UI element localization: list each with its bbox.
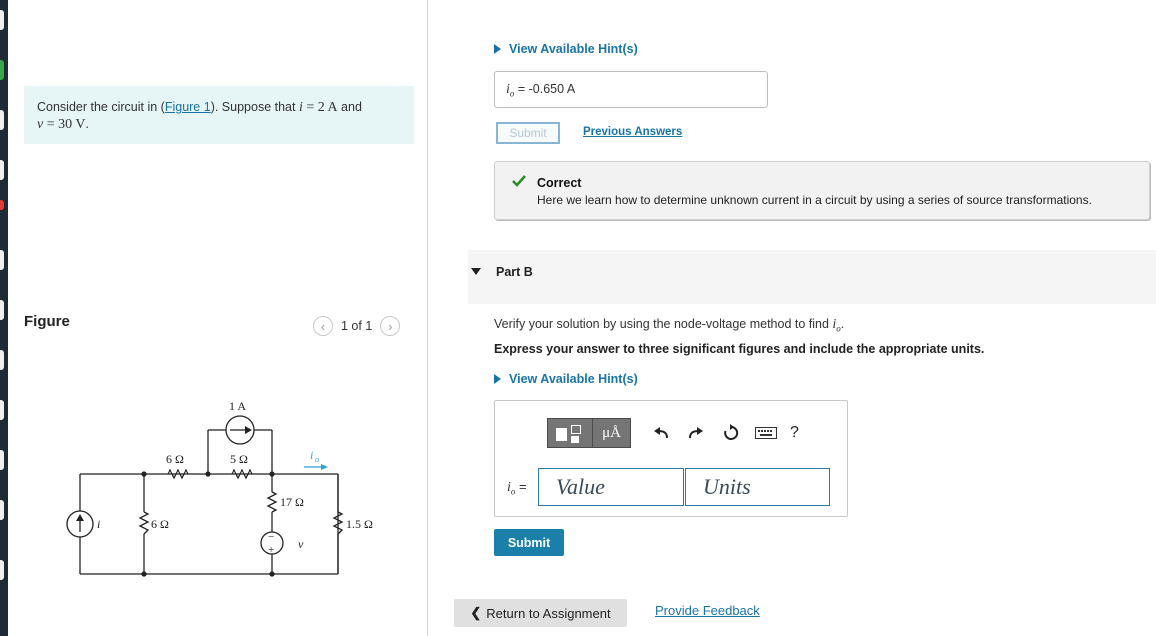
label-v-source: v xyxy=(298,537,304,551)
reset-icon[interactable] xyxy=(719,421,743,445)
label-r17: 17 Ω xyxy=(280,495,304,509)
chevron-right-icon[interactable]: › xyxy=(380,316,400,336)
io-label: $i_o$ = xyxy=(507,479,527,497)
help-button[interactable]: ? xyxy=(790,424,799,441)
label-r1-5: 1.5 Ω xyxy=(346,517,373,531)
label-r6-top: 6 Ω xyxy=(166,452,184,466)
undo-icon[interactable] xyxy=(649,421,673,445)
figure-link[interactable]: Figure 1 xyxy=(164,100,211,114)
feedback-box xyxy=(494,161,1150,220)
circuit-diagram xyxy=(66,392,373,592)
units-button[interactable]: μÅ xyxy=(593,418,631,448)
caret-right-icon xyxy=(494,374,501,384)
window-edge-strip xyxy=(0,0,8,636)
units-input[interactable]: Units xyxy=(685,468,830,506)
figure-title: Figure xyxy=(24,313,70,330)
right-panel xyxy=(430,0,1156,636)
value-input[interactable]: Value xyxy=(538,468,684,506)
view-hints-link-part-b[interactable]: View Available Hint(s) xyxy=(494,372,638,386)
label-r5: 5 Ω xyxy=(230,452,248,466)
caret-down-icon xyxy=(471,268,481,275)
part-a-submit-button[interactable]: Submit xyxy=(496,122,560,144)
part-a-answer-box: $i_o = -0.650$ A xyxy=(494,71,768,108)
editor-toolbar xyxy=(547,418,799,448)
redo-icon[interactable] xyxy=(684,421,708,445)
problem-statement xyxy=(24,86,414,144)
return-to-assignment-button[interactable]: ❮ Return to Assignment xyxy=(454,599,627,627)
provide-feedback-link[interactable]: Provide Feedback xyxy=(655,603,760,618)
answer-editor xyxy=(494,400,848,517)
label-r6-left: 6 Ω xyxy=(151,517,169,531)
part-b-express-note: Express your answer to three significant figures and include the appropriate units. xyxy=(494,342,985,356)
problem-text: Consider the circuit in (Figure 1). Suppose that i = 2 A and v = 30 V. xyxy=(37,100,362,132)
part-b-header[interactable] xyxy=(468,250,1156,304)
keyboard-icon[interactable] xyxy=(754,421,778,445)
label-i-source: i xyxy=(97,517,101,531)
label-1A: 1 A xyxy=(229,399,247,413)
view-hints-link-part-a[interactable]: View Available Hint(s) xyxy=(494,42,638,56)
label-io-sub: o xyxy=(315,455,319,464)
part-b-submit-button[interactable]: Submit xyxy=(494,529,564,556)
label-plus: + xyxy=(268,544,275,556)
label-minus: − xyxy=(268,531,275,543)
figure-pager xyxy=(313,316,400,336)
label-io: i xyxy=(310,448,314,462)
template-icon[interactable] xyxy=(547,418,593,448)
chevron-left-icon: ❮ xyxy=(470,605,482,620)
part-a-answer-value: = -0.650 A xyxy=(514,82,576,96)
caret-right-icon xyxy=(494,44,501,54)
feedback-text: Here we learn how to determine unknown current in a circuit by using a series of source transformations. xyxy=(537,193,1092,207)
panel-divider xyxy=(427,0,428,636)
figure-page-count: 1 of 1 xyxy=(341,319,373,333)
previous-answers-link[interactable]: Previous Answers xyxy=(583,126,683,138)
left-panel xyxy=(8,0,426,636)
part-b-instruction: Verify your solution by using the node-voltage method to find $i_o$. xyxy=(494,317,845,334)
checkmark-icon xyxy=(511,174,527,188)
feedback-title: Correct xyxy=(537,176,582,190)
chevron-left-icon[interactable]: ‹ xyxy=(313,316,333,336)
part-b-label: Part B xyxy=(496,265,533,279)
